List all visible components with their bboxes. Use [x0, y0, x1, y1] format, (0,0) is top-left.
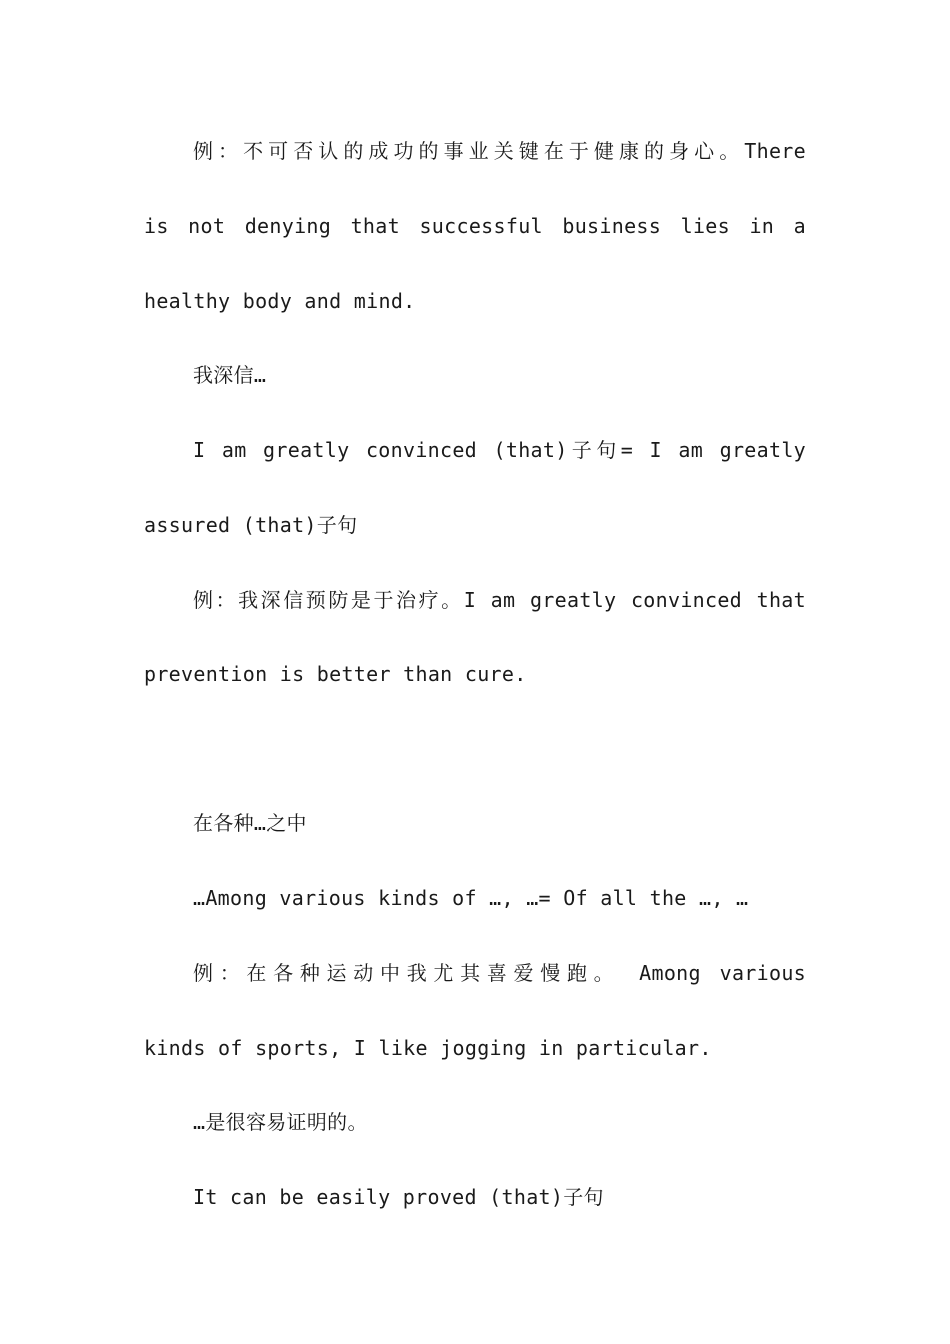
- paragraph-1-line-1: 例：不可否认的成功的事业关键在于健康的身心。There: [193, 139, 806, 163]
- example-convinced-line-2: prevention is better than cure.: [144, 662, 527, 686]
- example-among-line-1: 例：在各种运动中我尤其喜爱慢跑。 Among various: [193, 961, 806, 985]
- paragraph-1-line-2: is not denying that successful business lies in a: [144, 214, 806, 238]
- phrase-convinced-line-1: I am greatly convinced (that)子句= I am greatly: [193, 438, 806, 462]
- phrase-among-various: …Among various kinds of …, …= Of all the …, …: [193, 886, 749, 910]
- heading-easily-proved: …是很容易证明的。: [193, 1110, 368, 1134]
- phrase-easily-proved: It can be easily proved (that)子句: [193, 1185, 604, 1209]
- paragraph-1-line-3: healthy body and mind.: [144, 289, 416, 313]
- phrase-convinced-line-2: assured (that)子句: [144, 513, 358, 537]
- heading-among-various: 在各种…之中: [193, 811, 307, 835]
- heading-deeply-believe: 我深信…: [193, 363, 267, 387]
- example-convinced-line-1: 例：我深信预防是于治疗。I am greatly convinced that: [193, 588, 806, 612]
- example-among-line-2: kinds of sports, I like jogging in particular.: [144, 1036, 712, 1060]
